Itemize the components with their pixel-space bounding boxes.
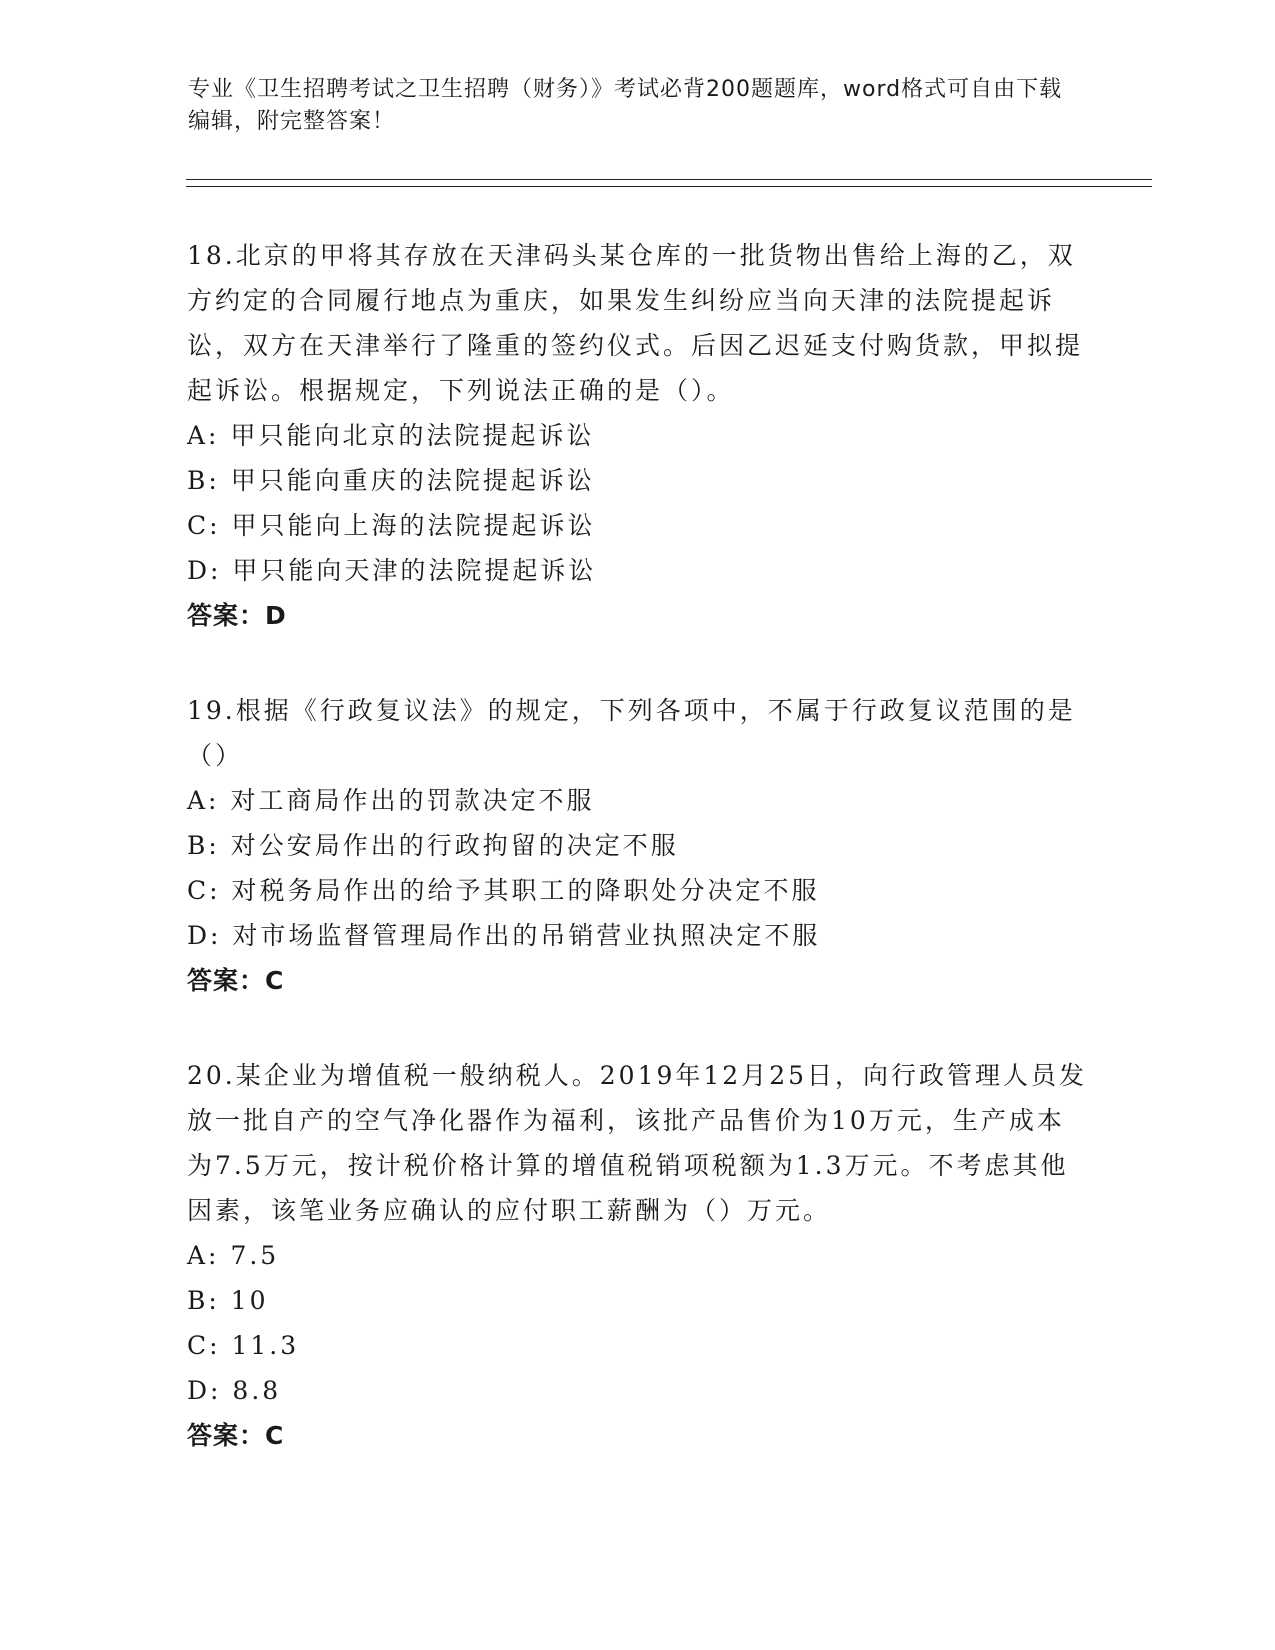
option-key: A:: [187, 786, 231, 815]
option-text: 8.8: [232, 1376, 282, 1405]
option-d: [187, 1368, 1087, 1413]
question-stem: 18.北京的甲将其存放在天津码头某仓库的一批货物出售给上海的乙，双方约定的合同履行地点为重庆，如果发生纠纷应当向天津的法院提起诉讼，双方在天津举行了隆重的签约仪式。后因乙迟延支付购货款，甲拟提起诉讼。根据规定，下列说法正确的是（）。: [187, 241, 1084, 405]
question-stem: 20.某企业为增值税一般纳税人。2019年12月25日，向行政管理人员发放一批自产的空气净化器作为福利，该批产品售价为10万元，生产成本为7.5万元，按计税价格计算的增值税销项税额为1.3万元。不考虑其他因素，该笔业务应确认的应付职工薪酬为（）万元。: [187, 1061, 1088, 1225]
option-b: [187, 458, 1087, 503]
option-d: [187, 913, 1087, 958]
question-19: [187, 688, 1087, 1003]
option-text: 对工商局作出的罚款决定不服: [230, 786, 595, 815]
option-text: 11.3: [231, 1331, 300, 1360]
option-key: A:: [187, 421, 231, 450]
option-d: [187, 548, 1087, 593]
question-20: [187, 1053, 1087, 1458]
option-b: [187, 1278, 1087, 1323]
option-key: D:: [187, 1376, 233, 1405]
option-key: D:: [187, 921, 233, 950]
document-header-note: 专业《卫生招聘考试之卫生招聘（财务）》考试必背200题题库，word格式可自由下载编辑，附完整答案！: [188, 77, 1063, 134]
option-key: A:: [187, 1241, 231, 1270]
option-key: B:: [187, 1286, 231, 1315]
option-text: 对市场监督管理局作出的吊销营业执照决定不服: [232, 921, 821, 950]
option-c: [187, 503, 1087, 548]
option-c: [187, 868, 1087, 913]
option-text: 对税务局作出的给予其职工的降职处分决定不服: [231, 876, 820, 905]
option-text: 7.5: [230, 1241, 280, 1270]
option-b: [187, 823, 1087, 868]
question-18: [187, 233, 1087, 638]
option-a: [187, 413, 1087, 458]
option-key: D:: [187, 556, 233, 585]
option-key: B:: [187, 831, 231, 860]
header-divider: [186, 179, 1152, 187]
option-text: 甲只能向重庆的法院提起诉讼: [230, 466, 595, 495]
option-a: [187, 778, 1087, 823]
option-text: 10: [230, 1286, 269, 1315]
option-key: C:: [187, 511, 232, 540]
answer-line: 答案：D: [187, 601, 287, 630]
option-key: C:: [187, 876, 232, 905]
option-text: 甲只能向天津的法院提起诉讼: [232, 556, 597, 585]
option-text: 甲只能向北京的法院提起诉讼: [230, 421, 595, 450]
option-a: [187, 1233, 1087, 1278]
answer-line: 答案：C: [187, 966, 285, 995]
option-c: [187, 1323, 1087, 1368]
option-text: 甲只能向上海的法院提起诉讼: [231, 511, 596, 540]
option-key: C:: [187, 1331, 232, 1360]
answer-line: 答案：C: [187, 1421, 285, 1450]
option-text: 对公安局作出的行政拘留的决定不服: [230, 831, 679, 860]
question-stem: 19.根据《行政复议法》的规定，下列各项中，不属于行政复议范围的是（）: [187, 696, 1076, 770]
option-key: B:: [187, 466, 231, 495]
